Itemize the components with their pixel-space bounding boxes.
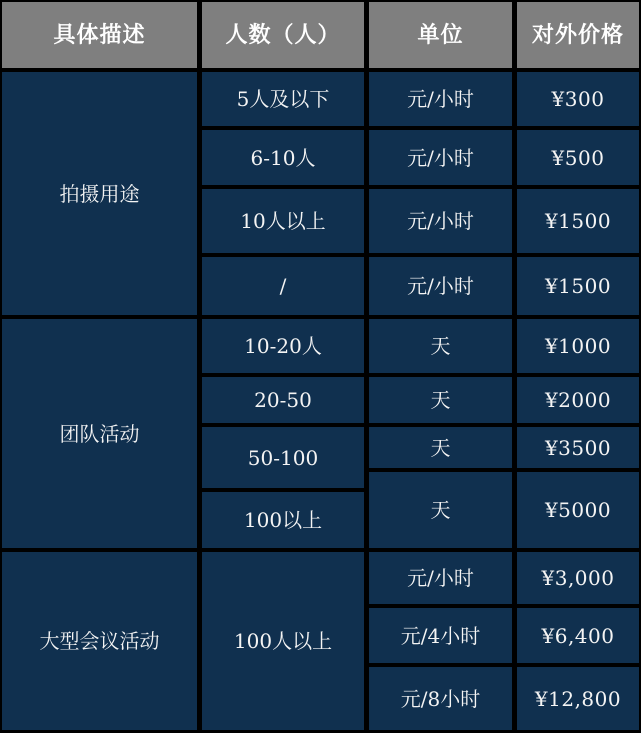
- people-cell: /: [202, 257, 364, 315]
- people-cell: 100以上: [202, 492, 364, 548]
- price-cell: ¥1500: [517, 189, 639, 253]
- people-cell-merged: 100人以上: [202, 552, 364, 730]
- unit-cell: 元/小时: [369, 189, 512, 253]
- column-description: [2, 2, 197, 730]
- column-price: [517, 2, 639, 730]
- header-cell-unit: 单位: [369, 2, 512, 68]
- people-cell: 10人以上: [202, 189, 364, 253]
- column-people: [202, 2, 364, 730]
- unit-cell: 元/小时: [369, 72, 512, 126]
- price-cell: ¥3,000: [517, 552, 639, 604]
- header-cell-people: 人数（人）: [202, 2, 364, 68]
- column-unit: [369, 2, 512, 730]
- price-cell: ¥300: [517, 72, 639, 126]
- unit-cell: 元/4小时: [369, 608, 512, 663]
- people-cell: 50-100: [202, 427, 364, 488]
- header-cell-price: 对外价格: [517, 2, 639, 68]
- unit-cell: 元/8小时: [369, 667, 512, 730]
- people-cell: 20-50: [202, 377, 364, 423]
- unit-cell: 元/小时: [369, 130, 512, 185]
- unit-cell: 天: [369, 427, 512, 468]
- description-cell-large-conference: 大型会议活动: [2, 552, 197, 730]
- price-cell: ¥3500: [517, 427, 639, 468]
- people-cell: 5人及以下: [202, 72, 364, 126]
- price-cell: ¥6,400: [517, 608, 639, 663]
- people-cell: 10-20人: [202, 319, 364, 373]
- price-cell: ¥500: [517, 130, 639, 185]
- description-cell-filming: 拍摄用途: [2, 72, 197, 315]
- unit-cell: 元/小时: [369, 257, 512, 315]
- price-cell: ¥2000: [517, 377, 639, 423]
- unit-cell: 元/小时: [369, 552, 512, 604]
- price-cell: ¥1000: [517, 319, 639, 373]
- unit-cell: 天: [369, 472, 512, 548]
- price-cell: ¥1500: [517, 257, 639, 315]
- price-cell: ¥5000: [517, 472, 639, 548]
- people-cell: 6-10人: [202, 130, 364, 185]
- price-cell: ¥12,800: [517, 667, 639, 730]
- unit-cell: 天: [369, 377, 512, 423]
- description-cell-team-activity: 团队活动: [2, 319, 197, 548]
- header-cell-description: 具体描述: [2, 2, 197, 68]
- unit-cell: 天: [369, 319, 512, 373]
